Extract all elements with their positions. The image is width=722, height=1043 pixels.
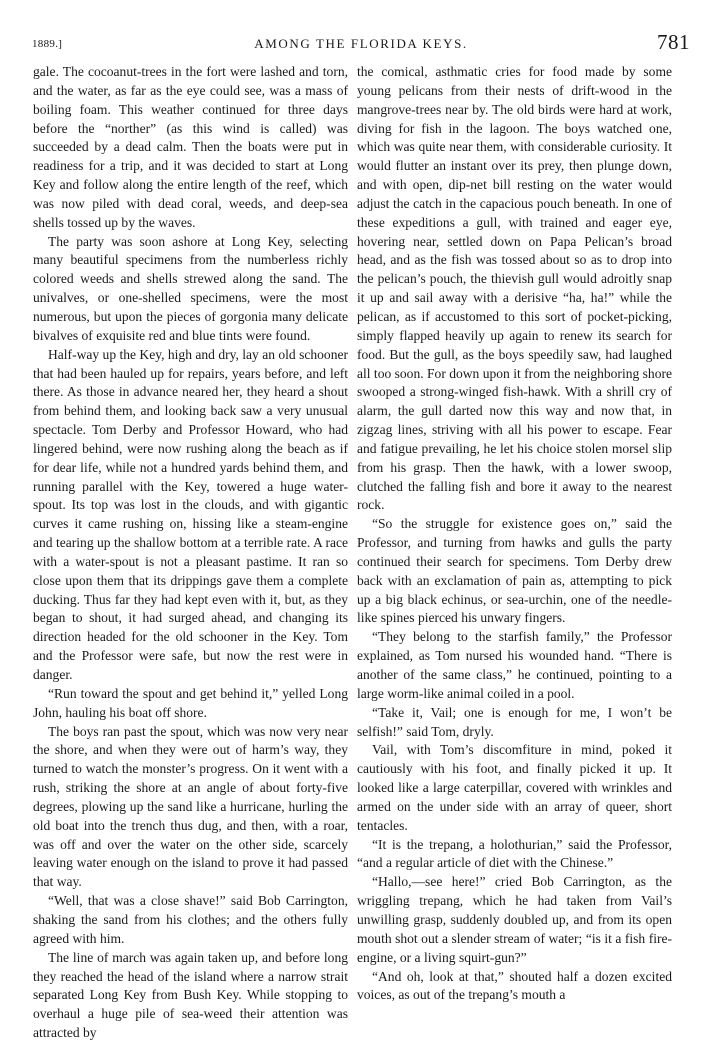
running-head-title: AMONG THE FLORIDA KEYS. <box>254 36 468 51</box>
paragraph: gale. The cocoanut-trees in the fort were lashed and torn, and the water, as far as the eye could see, was a mass of boiling foam. This weather continued for three days before the “norther” (as this wind is called) was succeeded by a dead calm. Then the boats were put in readiness for a trip, and it was decided to start at Long Key and follow along the entire length of the reef, which was now piled with dead coral, weeds, and deep-sea shells tossed up by the waves. <box>33 64 348 230</box>
paragraph: “Run toward the spout and get behind it,” yelled Long John, hauling his boat off shore. <box>33 685 348 720</box>
paragraph: “They belong to the starfish family,” the Professor explained, as Tom nursed his wounded hand. “There is another of the same class,” he continued, pointing to a large worm-like animal coiled in a pool. <box>357 629 672 701</box>
running-head-year: 1889.] <box>32 38 63 50</box>
paragraph: “So the struggle for existence goes on,” said the Professor, and turning from hawks and gulls the party continued their search for specimens. Tom Derby drew back with an exclamation of pain as, attempting to pick up a big black echinus, or sea-urchin, one of the needle-like spines pierced his unwary fingers. <box>357 516 672 626</box>
paragraph: “Hallo,—see here!” cried Bob Carrington, as the wriggling trepang, which he had taken from Vail’s unwilling grasp, suddenly doubled up, and from its open mouth shot out a slender stream of water; “is it a fish fire-engine, or a living squirt-gun?” <box>357 874 672 965</box>
page-number: 781 <box>657 30 690 54</box>
running-head <box>30 30 692 56</box>
paragraph: The boys ran past the spout, which was now very near the shore, and when they were out of harm’s way, they turned to watch the monster’s progress. On it went with a rush, striking the shore at an angle of about forty-five degrees, plowing up the sand like a hurricane, hurling the old boat into the trench thus dug, and then, with a roar, was off and over the water on the other side, scarcely leaving water enough on the island to prove it had passed that way. <box>33 723 348 890</box>
paragraph: The line of march was again taken up, and before long they reached the head of the island where a narrow strait separated Long Key from Bush Key. While stopping to overhaul a huge pile of sea-weed their attention was attracted by <box>33 949 348 1041</box>
paragraph: “Well, that was a close shave!” said Bob Carrington, shaking the sand from his clothes; and the others fully agreed with him. <box>33 893 348 946</box>
paragraph: The party was soon ashore at Long Key, selecting many beautiful specimens from the numberless richly colored weeds and shells strewed along the sand. The univalves, or one-shelled specimens, were the most numerous, but upon the pieces of gorgonia many delicate bivalves of exquisite red and blue tints were found. <box>33 233 348 343</box>
left-column <box>33 63 348 1043</box>
paragraph: the comical, asthmatic cries for food made by some young pelicans from their nests of drift-wood in the mangrove-trees near by. The old birds were hard at work, diving for fish in the lagoon. The boys watched one, which was quite near them, with considerable curiosity. It would flutter an instant over its prey, then plunge down, and with open, dip-net bill resting on the water would adjust the catch in the capacious pouch beneath. In one of these expeditions a gull, with trained and eager eye, hovering near, settled down on Papa Pelican’s broad head, and as the fish was tossed about so as to drop into the pelican’s pouch, the thievish gull would adroitly snap it up and sail away with a derisive “ha, ha!” while the pelican, as if accustomed to this sort of pocket-picking, simply flapped heavily up again to renew its search for food. But the gull, as the boys speedily saw, had laughed all too soon. For down upon it from the neighboring shore swooped a strong-winged fish-hawk. With a shrill cry of alarm, the gull darted now this way and now that, in zigzag lines, striving with all his power to escape. Fear and fatigue prevailing, he let his choice stolen morsel slip from his grasp. Then the hawk, with a lower swoop, clutched the falling fish and bore it away to the nearest rock. <box>357 64 672 513</box>
paragraph: “Take it, Vail; one is enough for me, I won’t be selfish!” said Tom, dryly. <box>357 704 672 739</box>
paragraph: Vail, with Tom’s discomfiture in mind, poked it cautiously with his foot, and finally picked it up. It looked like a large caterpillar, covered with wrinkles and armed on the under side with an array of queer, short tentacles. <box>357 742 672 833</box>
paragraph: Half-way up the Key, high and dry, lay an old schooner that had been hauled up for repairs, years before, and left there. As those in advance neared her, they heard a shout from behind them, and looking back saw a very unusual spectacle. Tom Derby and Professor Howard, who had lingered behind, were now rushing along the beach as if for dear life, while not a hundred yards behind them, and running parallel with the Key, towered a huge water-spout. Its top was lost in the clouds, and with gigantic curves it came rushing on, hissing like a steam-engine and tearing up the shallow bottom at a terrible rate. A race with a water-spout is not a pleasant pastime. It ran so close upon them that its drippings gave them a complete ducking. Thus far they had kept even with it, but, as they began to shout, it had surged ahead, and changing its direction headed for the old schooner in the Key. Tom and the Professor were safe, but now the rest were in danger. <box>33 346 348 682</box>
paragraph: “It is the trepang, a holothurian,” said the Professor, “and a regular article of diet with the Chinese.” <box>357 836 672 871</box>
right-column <box>357 63 672 1005</box>
paragraph: “And oh, look at that,” shouted half a dozen excited voices, as out of the trepang’s mouth a <box>357 968 672 1003</box>
